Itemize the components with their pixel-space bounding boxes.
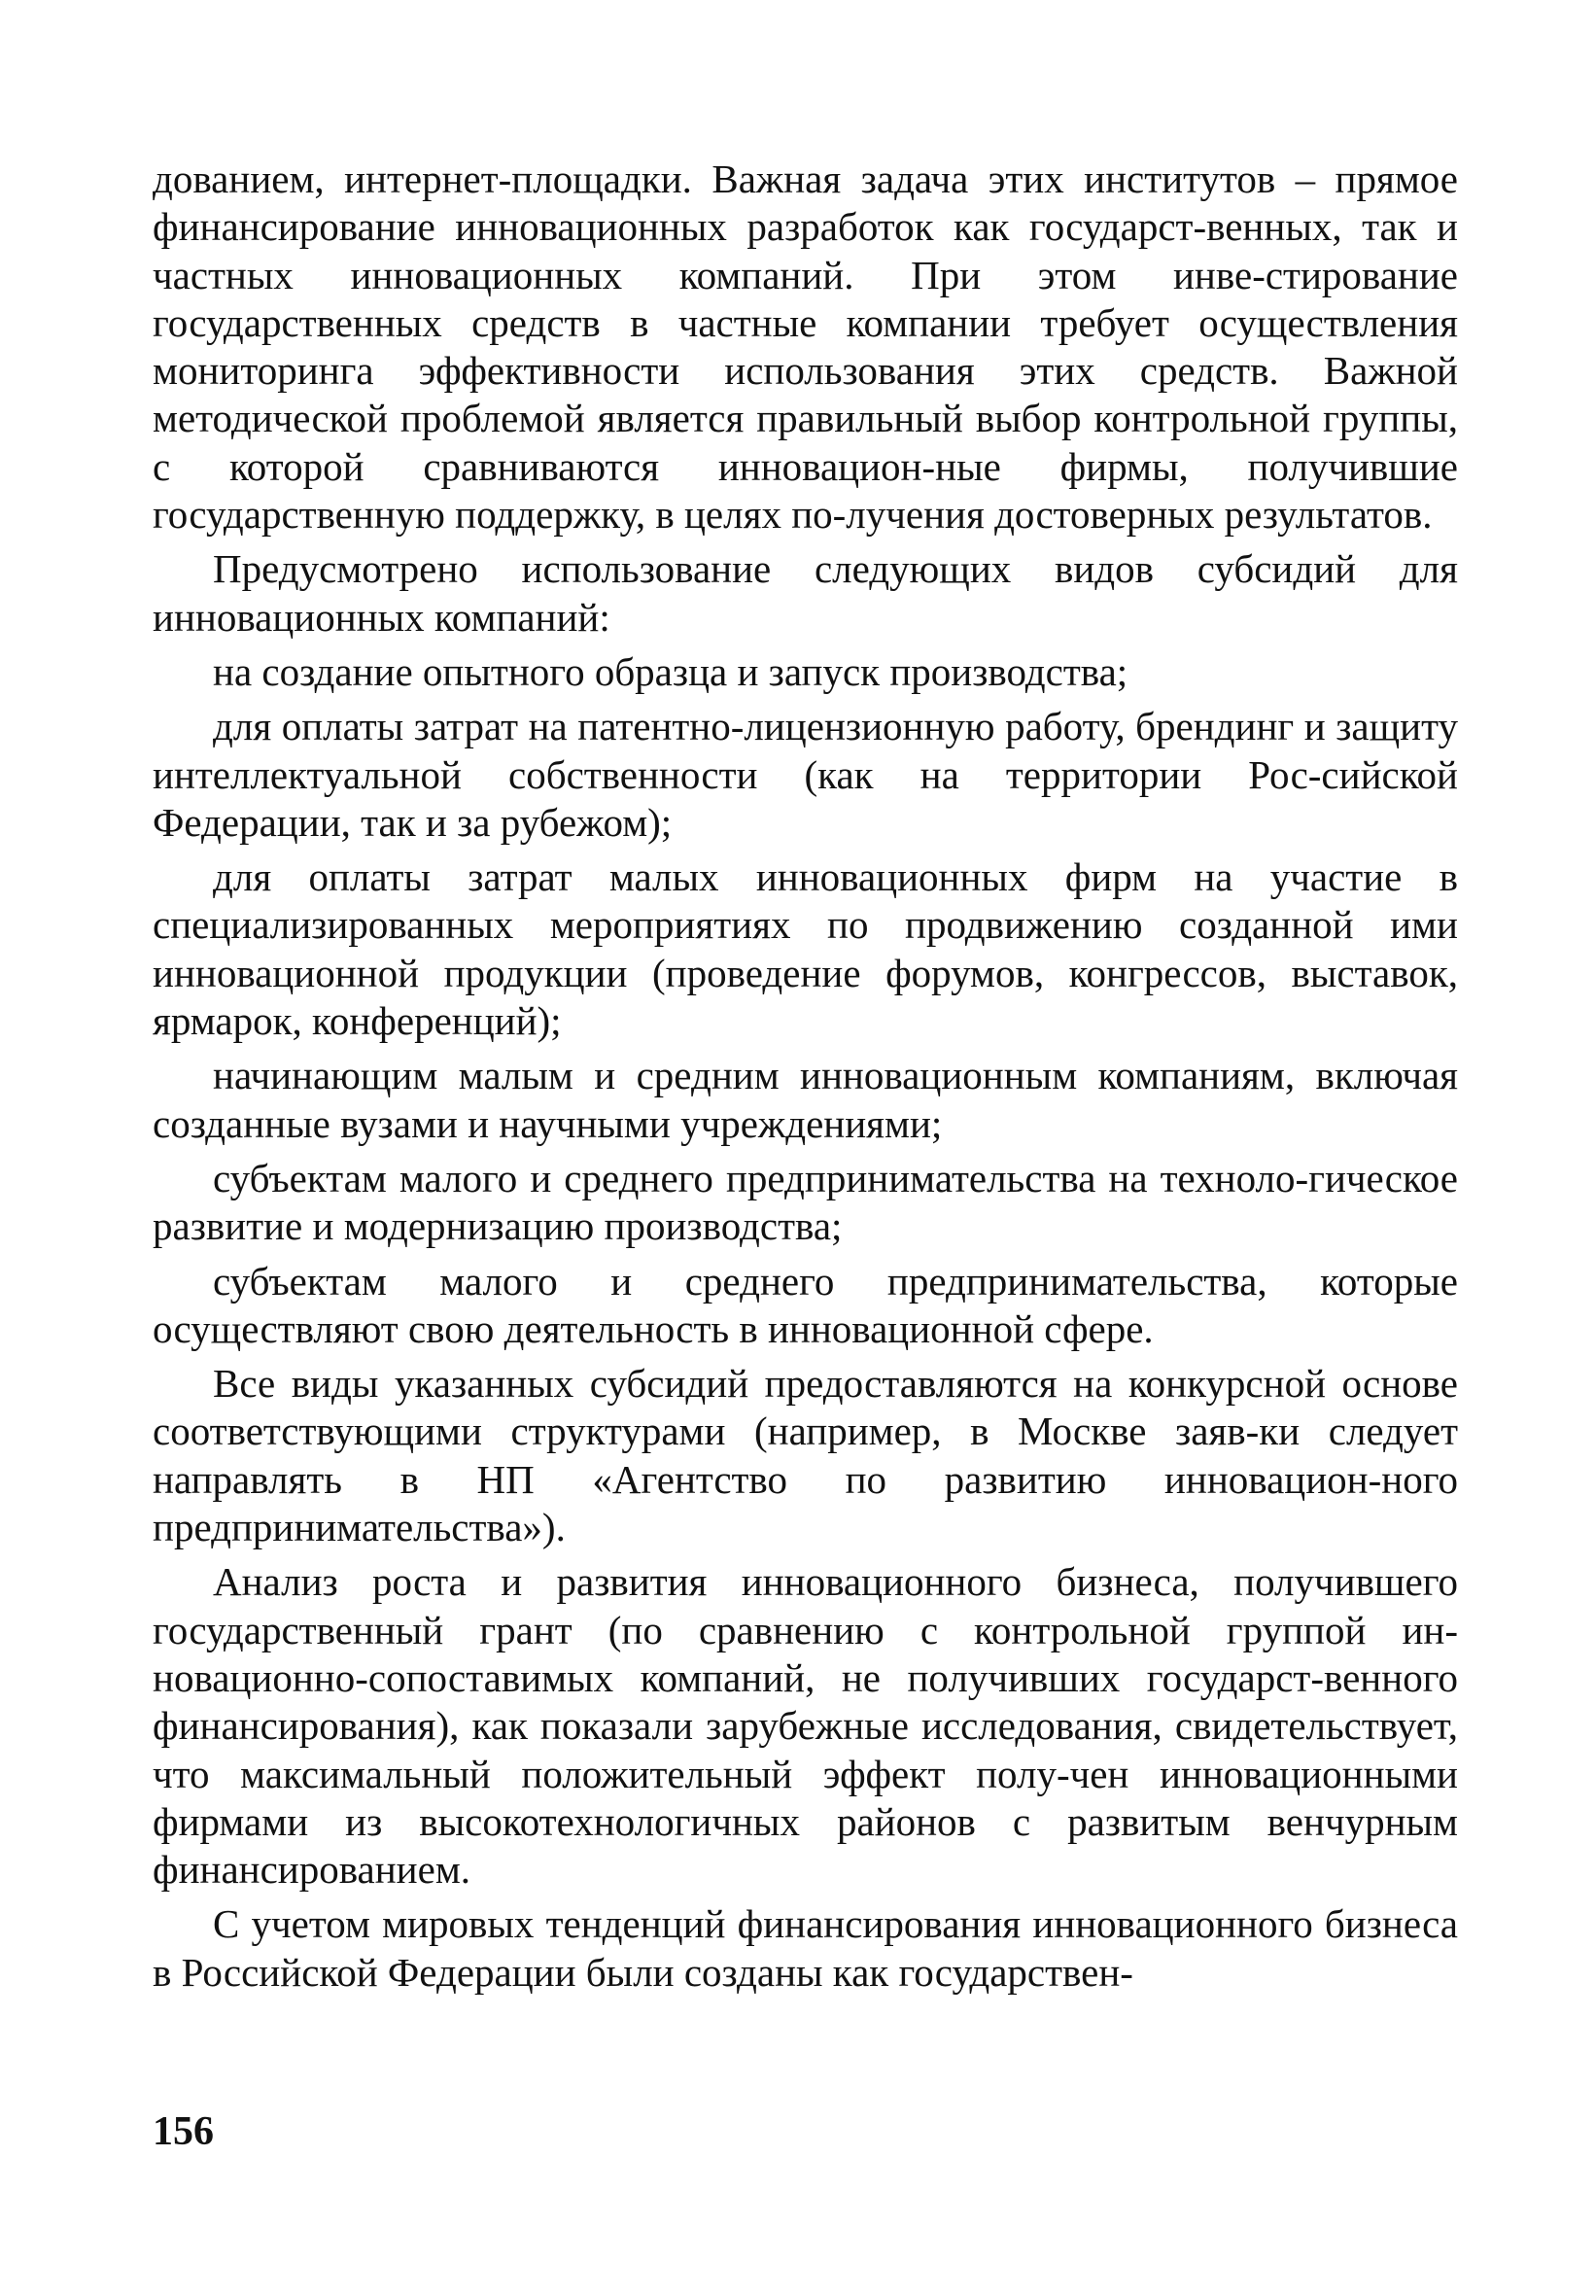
page-number: 156: [153, 2109, 214, 2154]
list-item-subsidy-1: на создание опытного образца и запуск производства;: [213, 648, 1128, 694]
paragraph-analysis: Анализ роста и развития инновационного бизнеса, получившего государственный грант (по сравнению с контрольной группой ин-новационно-сопоставимых компаний, не получивших государст-венного финансирования), как показали зарубежные исследования, свидетельствует, что максимальный положительный эффект полу-чен инновационными фирмами из высокотехнологичных районов с развитым венчурным финансированием.: [153, 1559, 1458, 1893]
body-text: [153, 156, 1458, 2003]
list-item-subsidy-4: начинающим малым и средним инновационным компаниям, включая созданные вузами и научными учреждениями;: [153, 1053, 1458, 1146]
list-item-subsidy-5: субъектам малого и среднего предпринимательства на техноло-гическое развитие и модернизацию производства;: [153, 1155, 1458, 1249]
list-item-subsidy-6: субъектам малого и среднего предпринимательства, которые осуществляют свою деятельность в инновационной сфере.: [153, 1258, 1458, 1351]
list-item-subsidy-3: для оплаты затрат малых инновационных фирм на участие в специализированных мероприятиях по продвижению созданной ими инновационной продукции (проведение форумов, конгрессов, выставок, ярмарок, конференций);: [153, 854, 1458, 1044]
paragraph-1: дованием, интернет-площадки. Важная задача этих институтов – прямое финансирование инновационных разработок как государст-венных, так и частных инновационных компаний. При этом инве-стирование государственных средств в частные компании требует осуществления мониторинга эффективности использования этих средств. Важной методической проблемой является правильный выбор контрольной группы, с которой сравниваются инновацион-ные фирмы, получившие государственную поддержку, в целях по-лучения достоверных результатов.: [153, 157, 1458, 538]
list-item-subsidy-2: для оплаты затрат на патентно-лицензионную работу, брендинг и защиту интеллектуальной собственности (как на территории Рос-сийской Федерации, так и за рубежом);: [153, 704, 1458, 845]
paragraph-subsidies-competitive: Все виды указанных субсидий предоставляются на конкурсной основе соответствующими структурами (например, в Москве заяв-ки следует направлять в НП «Агентство по развитию инновацион-ного предпринимательства»).: [153, 1361, 1458, 1550]
paragraph-2: Предусмотрено использование следующих видов субсидий для инновационных компаний:: [153, 546, 1458, 640]
paragraph-world-trends: С учетом мировых тенденций финансирования инновационного бизнеса в Российской Федерации были созданы как государствен-: [153, 1901, 1458, 1995]
